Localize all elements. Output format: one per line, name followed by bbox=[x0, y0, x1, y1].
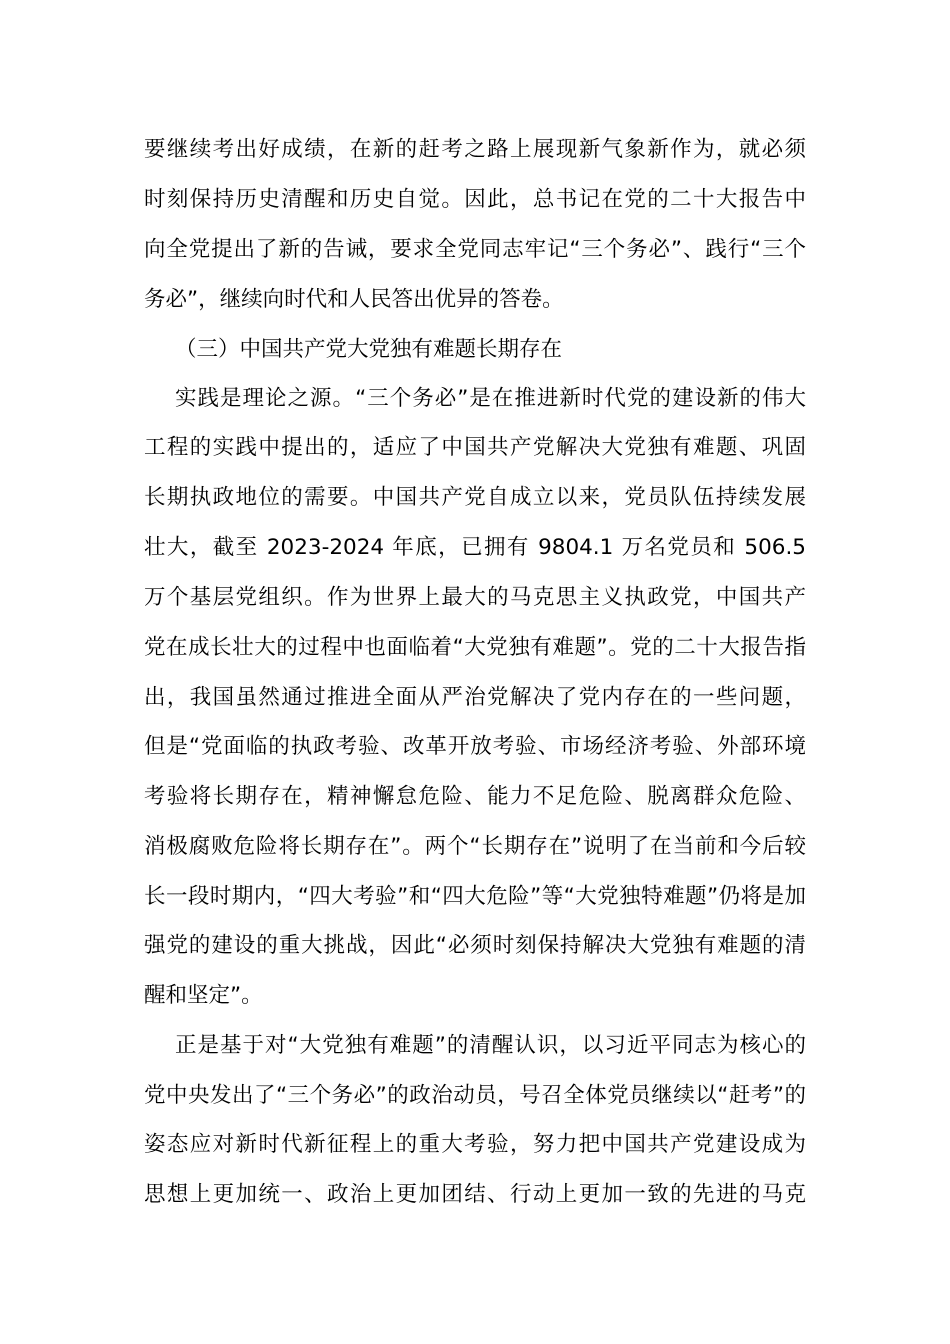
paragraph-2-line-4: 壮大，截至 2023-2024 年底，已拥有 9804.1 万名党员和 506.5 bbox=[144, 535, 806, 560]
paragraph-2-line-6: 党在成长壮大的过程中也面临着“大党独有难题”。党的二十大报告指 bbox=[144, 635, 806, 660]
paragraph-3-line-2: 党中央发出了“三个务必”的政治动员，号召全体党员继续以“赶考”的 bbox=[144, 1083, 806, 1108]
paragraph-2-line-2: 工程的实践中提出的，适应了中国共产党解决大党独有难题、巩固 bbox=[144, 435, 806, 460]
paragraph-1-line-4: 务必”，继续向时代和人民答出优异的答卷。 bbox=[144, 287, 564, 312]
paragraph-1-line-3: 向全党提出了新的告诫，要求全党同志牢记“三个务必”、践行“三个 bbox=[144, 237, 806, 262]
paragraph-2-line-7: 出，我国虽然通过推进全面从严治党解决了党内存在的一些问题， bbox=[144, 685, 806, 710]
paragraph-2-line-8: 但是“党面临的执政考验、改革开放考验、市场经济考验、外部环境 bbox=[144, 734, 806, 759]
paragraph-2-line-1: 实践是理论之源。“三个务必”是在推进新时代党的建设新的伟大 bbox=[175, 386, 806, 411]
paragraph-2-line-12: 强党的建设的重大挑战，因此“必须时刻保持解决大党独有难题的清 bbox=[144, 933, 806, 958]
paragraph-1-line-2: 时刻保持历史清醒和历史自觉。因此，总书记在党的二十大报告中 bbox=[144, 187, 806, 212]
paragraph-2-line-9: 考验将长期存在，精神懈怠危险、能力不足危险、脱离群众危险、 bbox=[144, 784, 806, 809]
paragraph-2-line-11: 长一段时期内，“四大考验”和“四大危险”等“大党独特难题”仍将是加 bbox=[144, 884, 806, 909]
paragraph-2-line-5: 万个基层党组织。作为世界上最大的马克思主义执政党，中国共产 bbox=[144, 585, 806, 610]
paragraph-1-line-1: 要继续考出好成绩，在新的赶考之路上展现新气象新作为，就必须 bbox=[144, 137, 806, 162]
section-heading: （三）中国共产党大党独有难题长期存在 bbox=[175, 337, 563, 362]
paragraph-2-line-10: 消极腐败危险将长期存在”。两个“长期存在”说明了在当前和今后较 bbox=[144, 834, 806, 859]
paragraph-3-line-4: 思想上更加统一、政治上更加团结、行动上更加一致的先进的马克 bbox=[144, 1182, 806, 1207]
paragraph-2-line-13: 醒和坚定”。 bbox=[144, 983, 263, 1008]
paragraph-3-line-3: 姿态应对新时代新征程上的重大考验，努力把中国共产党建设成为 bbox=[144, 1132, 806, 1157]
paragraph-2-line-3: 长期执政地位的需要。中国共产党自成立以来，党员队伍持续发展 bbox=[144, 485, 806, 510]
paragraph-3-line-1: 正是基于对“大党独有难题”的清醒认识，以习近平同志为核心的 bbox=[175, 1033, 806, 1058]
